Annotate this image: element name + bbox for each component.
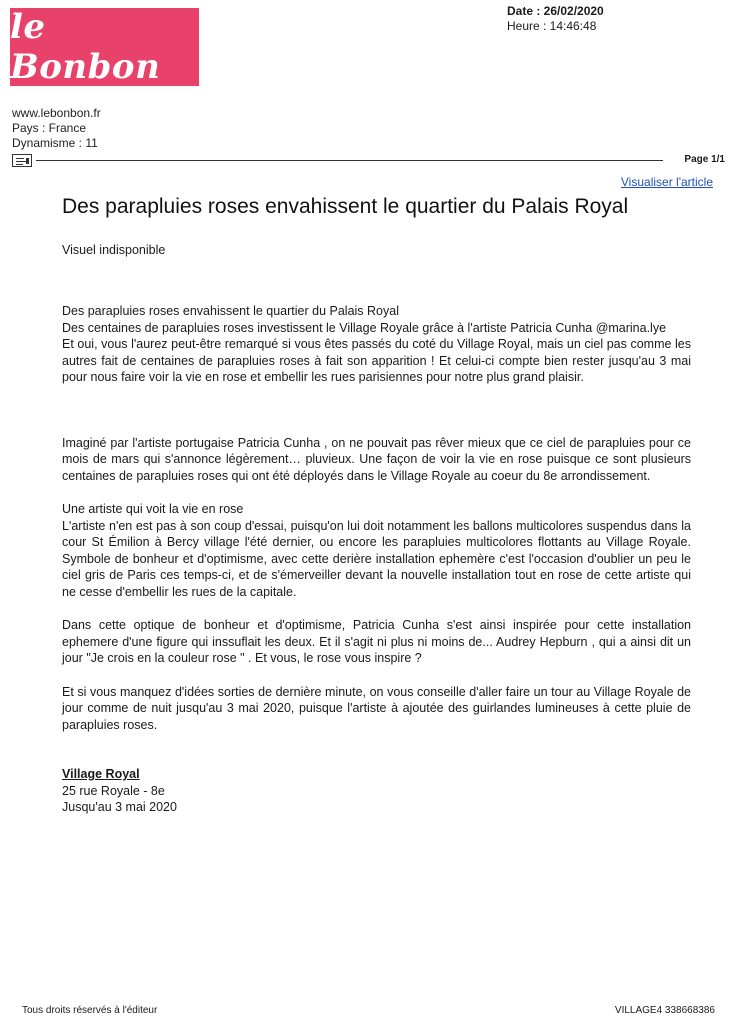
publication-time: Heure : 14:46:48 bbox=[507, 19, 597, 33]
source-meta bbox=[12, 106, 101, 151]
footer-rights: Tous droits réservés à l'éditeur bbox=[22, 1005, 158, 1016]
article-paragraph: L'artiste n'en est pas à son coup d'essai, puisqu'on lui doit notamment les ballons multicolores suspendus dans la cour St Émilion à Bercy village l'été dernier, ou encore les parapluies multicolores flottants au Village Royale. Symbole de bonheur et d'optimisme, avec cette derière installation ephemère c'est l'occasion d'oublier un peu le ciel gris de Paris ces temps-ci, et de s'émerveiller devant la nouvelle installation tout en rose de cette artiste qui ne cesse d'embellir les rues de la capitale. bbox=[62, 518, 691, 599]
page-number: Page 1/1 bbox=[684, 154, 725, 165]
source-dynamism: Dynamisme : 11 bbox=[12, 136, 98, 150]
article-paragraph: Des parapluies roses envahissent le quartier du Palais Royal bbox=[62, 304, 399, 318]
footer-reference: VILLAGE4 338668386 bbox=[614, 1005, 715, 1016]
article-subheading: Une artiste qui voit la vie en rose bbox=[62, 502, 244, 516]
article-paragraph: Des centaines de parapluies roses investissent le Village Royale grâce à l'artiste Patricia Cunha @marina.lye bbox=[62, 320, 667, 335]
horizontal-rule bbox=[36, 160, 663, 161]
article-paragraph: Imaginé par l'artiste portugaise Patricia Cunha , on ne pouvait pas rêver mieux que ce ciel de parapluies pour ce mois de mars qui s'annonce légèrement… pluvieux. Une façon de voir la vie en rose puisque ce sont plusieurs centaines de parapluies roses qui ont été déployés dans le Village Royale au coeur du 8e arrondissement. bbox=[62, 435, 691, 483]
date-time-block bbox=[507, 4, 604, 34]
venue-address: 25 rue Royale - 8e bbox=[62, 783, 165, 798]
source-country: Pays : France bbox=[12, 121, 87, 135]
venue-dates: Jusqu'au 3 mai 2020 bbox=[62, 800, 177, 814]
article-paragraph: Et si vous manquez d'idées sorties de dernière minute, on vous conseille d'aller faire un tour au Village Royale de jour comme de nuit jusqu'au 3 mai 2020, puisque l'artiste à ajoutée des guirlandes lumineuses à cette pluie de parapluies roses. bbox=[62, 684, 691, 732]
view-article-link[interactable]: Visualiser l'article bbox=[620, 175, 713, 189]
article-title: Des parapluies roses envahissent le quartier du Palais Royal bbox=[62, 195, 629, 218]
article-paragraph: Et oui, vous l'aurez peut-être remarqué si vous êtes passés du coté du Village Royal, mais un ciel pas comme les autres fait de centaines de parapluies roses à fait son apparition ! Et celui-ci compte bien rester jusqu'au 3 mai pour nous faire voir la vie en rose et embellir les rues parisiennes pour notre plus grand plaisir. bbox=[62, 337, 691, 384]
publication-date: Date : 26/02/2020 bbox=[507, 4, 604, 18]
venue-name: Village Royal bbox=[62, 767, 140, 781]
visual-unavailable-note: Visuel indisponible bbox=[62, 243, 166, 257]
article-paragraph: Dans cette optique de bonheur et d'optimisme, Patricia Cunha s'est ainsi inspirée pour cette installation ephemere d'une figure qui inssuflait les deux. Et il s'agit ni plus ni moins de... Audrey Hepburn , qui a ainsi dit un jour "Je crois en la couleur rose " . Et vous, le rose vous inspire ? bbox=[62, 618, 691, 665]
source-site: www.lebonbon.fr bbox=[12, 106, 101, 120]
le-bonbon-logo bbox=[10, 8, 199, 86]
page-rule-row bbox=[12, 152, 725, 168]
logo-text: le Bonbon bbox=[10, 7, 161, 87]
article-body bbox=[62, 303, 691, 816]
document-icon bbox=[12, 154, 32, 167]
